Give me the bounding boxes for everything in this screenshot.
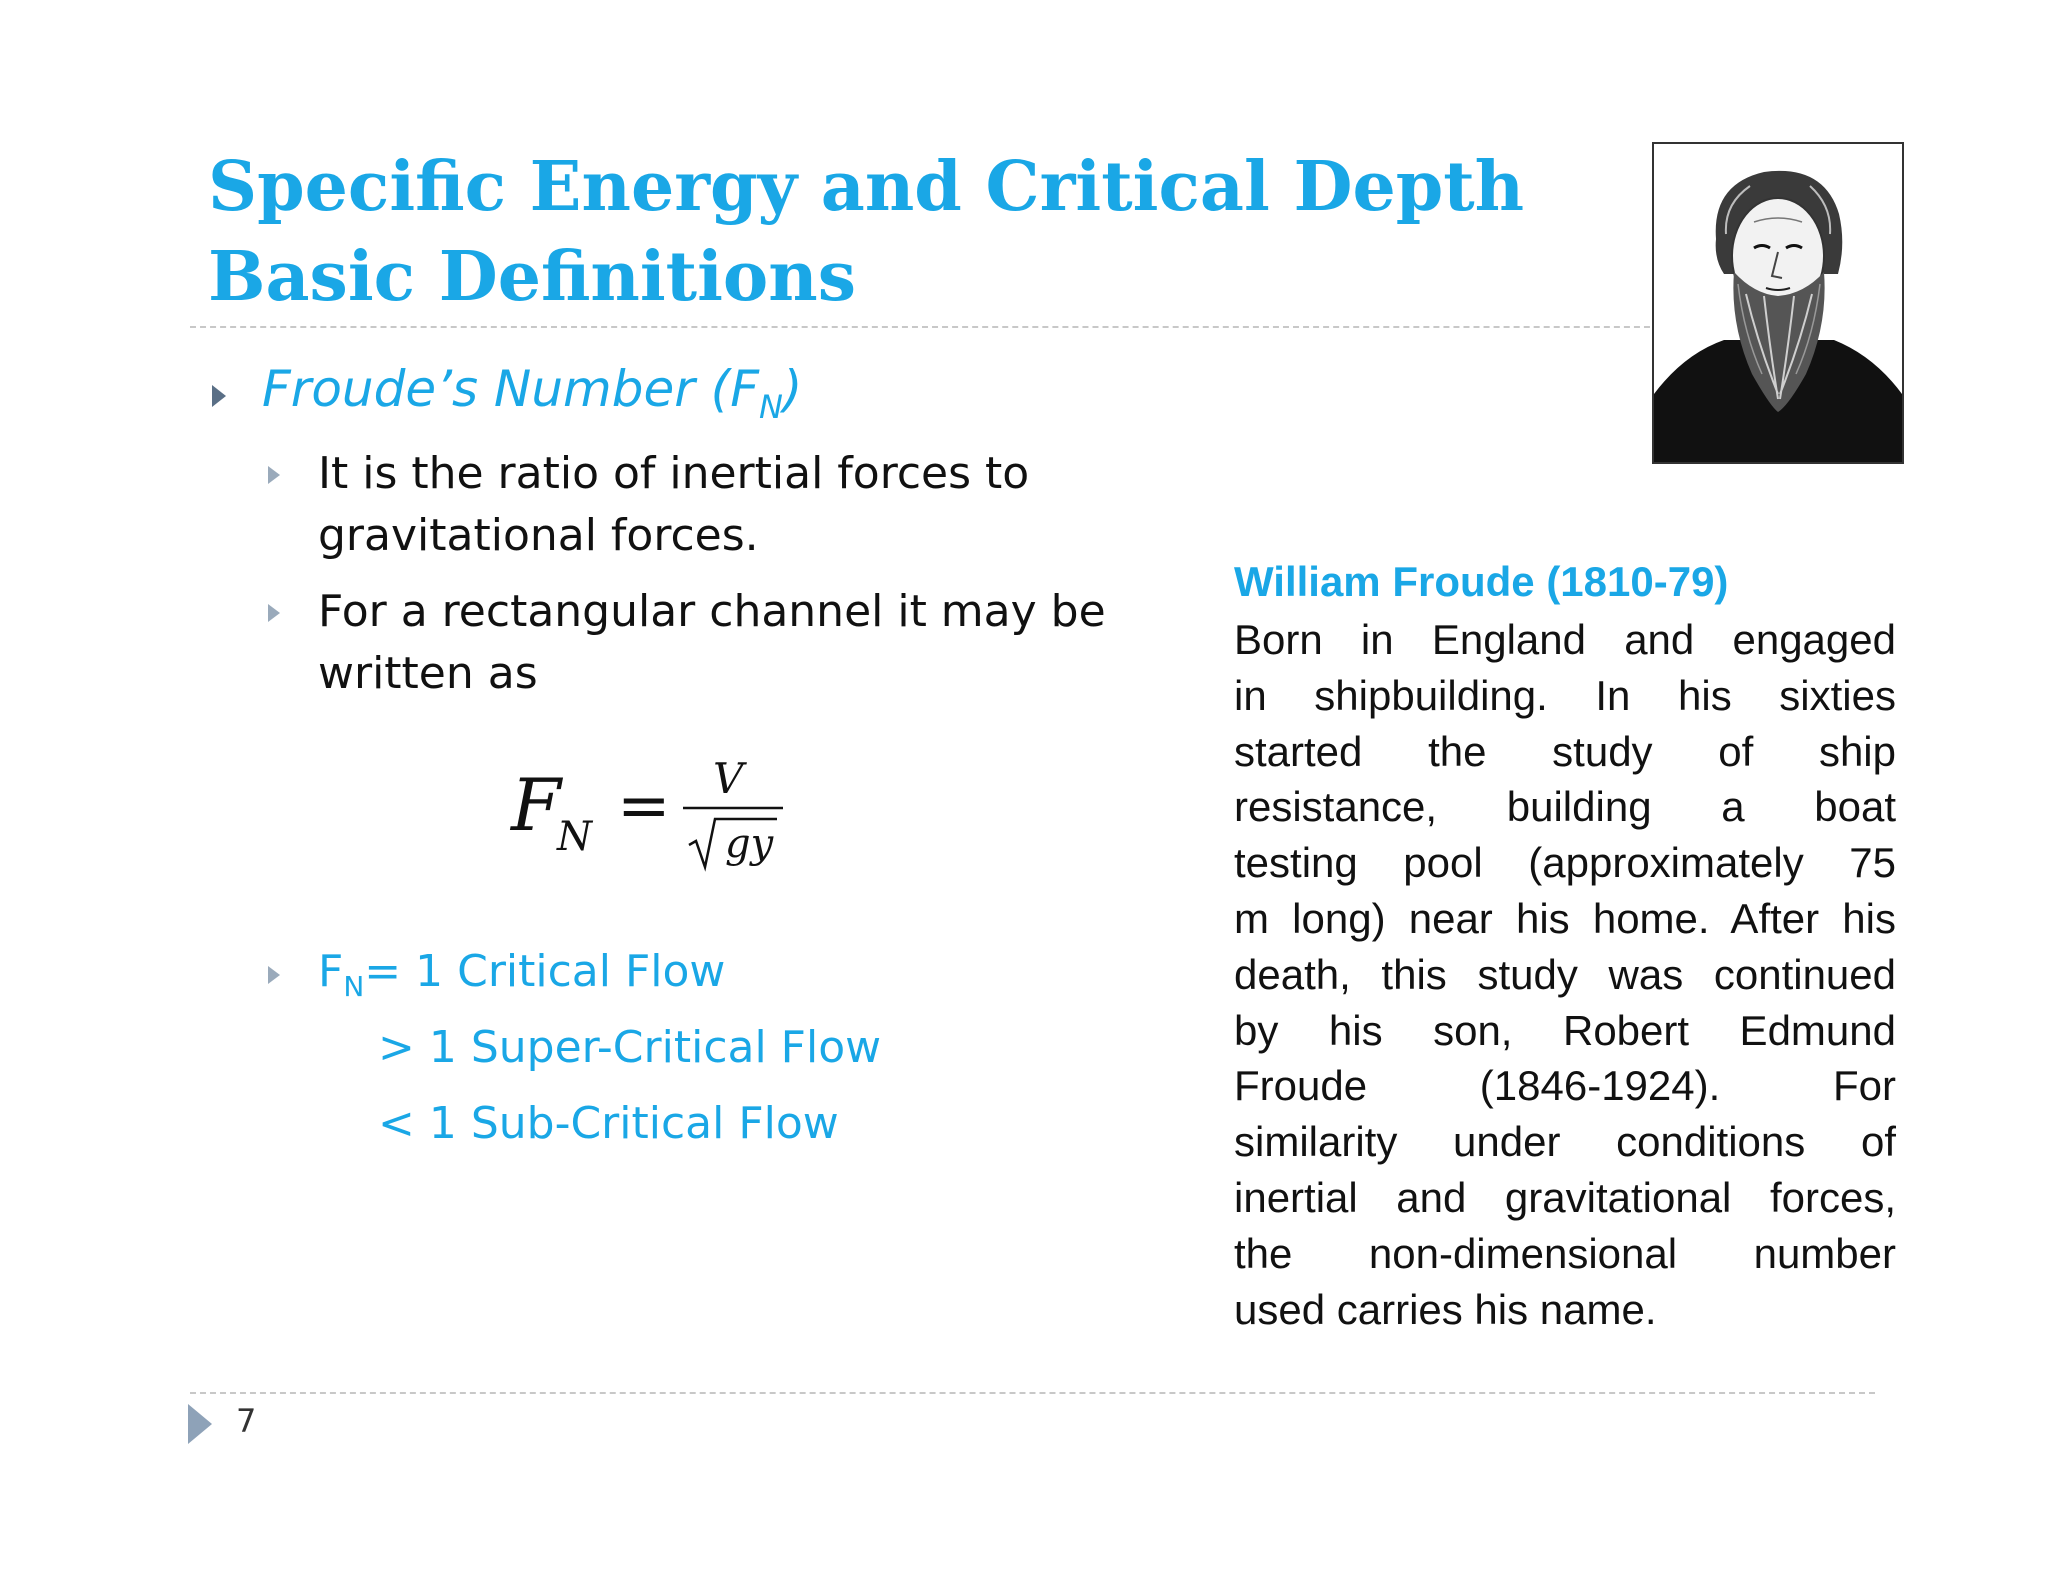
page-number: 7 xyxy=(236,1402,257,1440)
bio-line: similarity under conditions of xyxy=(1234,1118,1896,1166)
froude-heading-subscript: N xyxy=(758,388,783,426)
bio-line: by his son, Robert Edmund xyxy=(1234,1006,1896,1054)
flow-critical-text: = 1 Critical Flow xyxy=(364,946,726,997)
flow-symbol-subscript: N xyxy=(343,970,365,1003)
bio-line: resistance, building a boat xyxy=(1234,783,1896,831)
froude-formula xyxy=(505,735,805,895)
sub-bullet-triangle-icon xyxy=(268,966,280,984)
bio-line: started the study of ship xyxy=(1234,727,1896,775)
froude-heading-text: Froude’s Number (F xyxy=(262,360,759,418)
definition-line-2: gravitational forces. xyxy=(318,510,759,561)
formula-denominator: gy xyxy=(725,821,774,867)
bio-line: death, this study was continued xyxy=(1234,950,1896,998)
bio-line: the non-dimensional number xyxy=(1234,1229,1896,1277)
bio-line: inertial and gravitational forces, xyxy=(1234,1173,1896,1221)
portrait-illustration xyxy=(1652,142,1904,464)
channel-line-2: written as xyxy=(318,648,538,699)
formula-numerator: V xyxy=(713,754,744,803)
rectangular-channel-bullet xyxy=(318,581,1106,705)
bio-line: testing pool (approximately 75 xyxy=(1234,839,1896,887)
slide-title xyxy=(208,142,1608,322)
title-line-1: Specific Energy and Critical Depth xyxy=(208,147,1525,227)
froude-heading-close: ) xyxy=(782,360,803,418)
formula-equals: = xyxy=(617,769,671,843)
william-froude-portrait-icon xyxy=(1654,144,1902,462)
bio-line: used carries his name. xyxy=(1234,1285,1657,1333)
bio-paragraph xyxy=(1234,612,1896,1337)
title-line-2: Basic Definitions xyxy=(208,237,856,317)
bio-line: Born in England and engaged xyxy=(1234,616,1896,663)
title-divider xyxy=(190,326,1660,328)
channel-line-1: For a rectangular channel it may be xyxy=(318,586,1106,637)
formula-lhs: F xyxy=(511,763,561,847)
flow-regime-super-critical: > 1 Super-Critical Flow xyxy=(378,1022,882,1073)
flow-regime-critical xyxy=(318,946,725,1003)
sub-bullet-triangle-icon xyxy=(268,604,280,622)
bio-line: Froude (1846-1924). For xyxy=(1234,1062,1896,1110)
definition-line-1: It is the ratio of inertial forces to xyxy=(318,448,1030,499)
bullet-triangle-icon xyxy=(212,385,226,407)
bio-line: m long) near his home. After his xyxy=(1234,894,1896,942)
flow-symbol: F xyxy=(318,946,344,997)
froude-number-heading xyxy=(262,360,802,426)
footer-divider xyxy=(190,1392,1875,1394)
formula-lhs-subscript: N xyxy=(557,814,592,860)
bio-name: William Froude (1810-79) xyxy=(1234,558,1729,605)
footer-triangle-icon xyxy=(188,1404,212,1444)
flow-regime-sub-critical: < 1 Sub-Critical Flow xyxy=(378,1098,839,1149)
sub-bullet-triangle-icon xyxy=(268,466,280,484)
bio-line: in shipbuilding. In his sixties xyxy=(1234,671,1896,719)
definition-bullet xyxy=(318,443,1029,567)
